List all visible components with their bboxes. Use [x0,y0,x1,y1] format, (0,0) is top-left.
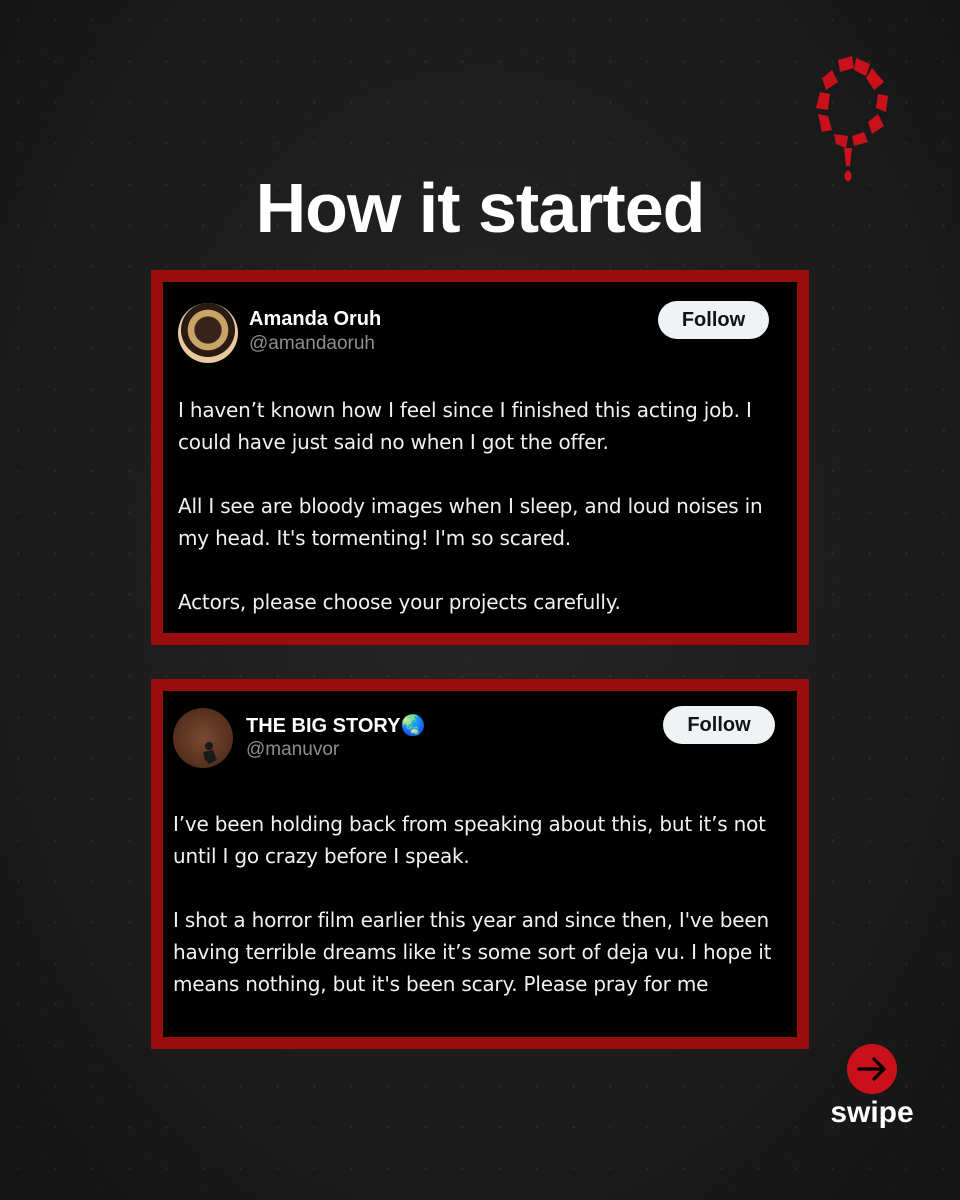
author-name[interactable]: Amanda Oruh [249,308,382,330]
post-card [151,270,809,645]
post-paragraph: I’ve been holding back from speaking about this, but it’s not until I go crazy before I speak. [173,812,766,868]
post-paragraph: All I see are bloody images when I sleep, and loud noises in my head. It's tormenting! I'm so scared. [178,494,763,550]
author-handle[interactable]: @amandaoruh [249,333,375,354]
post-text [173,808,795,1000]
follow-button[interactable]: Follow [658,301,769,339]
page-title: How it started [255,169,705,247]
avatar[interactable] [173,708,233,768]
post-paragraph: I haven’t known how I feel since I finished this acting job. I could have just said no when I got the offer. [178,398,752,454]
author-name[interactable]: THE BIG STORY🌏 [246,715,426,737]
arrow-right-icon [847,1044,897,1094]
brand-logo-icon [808,52,892,186]
post-text [178,394,788,618]
person-silhouette-icon [173,708,233,768]
author-handle[interactable]: @manuvor [246,739,340,760]
post-card [151,679,809,1049]
avatar[interactable] [178,303,238,363]
post-paragraph: I shot a horror film earlier this year and since then, I've been having terrible dreams like it’s some sort of deja vu. I hope it means nothing, but it's been scary. Please pray for me [173,908,772,996]
post-paragraph: Actors, please choose your projects carefully. [178,590,621,614]
swipe-label: swipe [830,1096,914,1129]
follow-button[interactable]: Follow [663,706,775,744]
swipe-button[interactable] [847,1044,897,1094]
